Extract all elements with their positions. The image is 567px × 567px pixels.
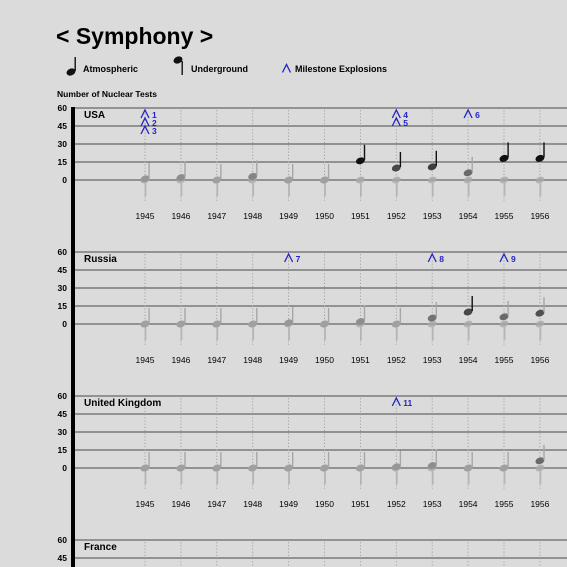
panel-russia bbox=[58, 247, 567, 365]
x-tick-label: 1951 bbox=[350, 355, 370, 365]
y-tick-label: 60 bbox=[57, 535, 67, 545]
x-tick-label: 1949 bbox=[279, 499, 299, 509]
panels bbox=[58, 103, 567, 567]
x-tick-label: 1951 bbox=[350, 499, 370, 509]
x-tick-label: 1945 bbox=[135, 355, 155, 365]
legend-milestone-label: Milestone Explosions bbox=[295, 64, 388, 74]
milestone-marker bbox=[392, 118, 400, 126]
x-tick-label: 1948 bbox=[243, 355, 263, 365]
y-tick-label: 15 bbox=[57, 445, 67, 455]
x-tick-label: 1945 bbox=[135, 499, 155, 509]
x-tick-label: 1946 bbox=[171, 211, 191, 221]
x-tick-label: 1949 bbox=[279, 355, 299, 365]
y-tick-label: 30 bbox=[57, 139, 67, 149]
x-tick-label: 1955 bbox=[494, 211, 514, 221]
y-tick-label: 45 bbox=[57, 409, 67, 419]
x-tick-label: 1945 bbox=[135, 211, 155, 221]
x-tick-label: 1955 bbox=[494, 355, 514, 365]
milestone-caret-icon bbox=[283, 65, 291, 73]
x-tick-label: 1952 bbox=[386, 355, 406, 365]
panel-united-kingdom bbox=[58, 391, 567, 509]
milestone-label: 1 bbox=[152, 110, 157, 120]
country-label: Russia bbox=[84, 254, 117, 265]
y-tick-label: 0 bbox=[62, 463, 67, 473]
legend-milestone bbox=[283, 64, 388, 74]
legend-underground-label: Underground bbox=[191, 64, 248, 74]
milestone-label: 3 bbox=[152, 126, 157, 136]
milestone-label: 6 bbox=[475, 110, 480, 120]
y-tick-label: 45 bbox=[57, 553, 67, 563]
x-tick-label: 1950 bbox=[315, 355, 334, 365]
x-tick-label: 1952 bbox=[386, 499, 406, 509]
x-tick-label: 1949 bbox=[279, 211, 299, 221]
x-tick-label: 1953 bbox=[422, 355, 442, 365]
y-tick-label: 30 bbox=[57, 283, 67, 293]
milestone-label: 7 bbox=[295, 254, 301, 264]
milestone-label: 4 bbox=[403, 110, 409, 120]
x-tick-label: 1956 bbox=[530, 211, 550, 221]
panel-france bbox=[58, 535, 567, 567]
x-tick-label: 1950 bbox=[315, 211, 334, 221]
y-tick-label: 60 bbox=[57, 103, 67, 113]
x-tick-label: 1951 bbox=[350, 211, 370, 221]
x-tick-label: 1948 bbox=[243, 211, 263, 221]
y-tick-label: 45 bbox=[57, 121, 67, 131]
legend-atmospheric bbox=[65, 57, 138, 77]
country-label: France bbox=[84, 542, 117, 553]
legend bbox=[65, 55, 387, 77]
x-tick-label: 1946 bbox=[171, 499, 191, 509]
x-tick-label: 1953 bbox=[422, 499, 442, 509]
main-axis-bar bbox=[71, 107, 75, 567]
x-tick-label: 1956 bbox=[530, 355, 550, 365]
milestone-label: 11 bbox=[403, 398, 413, 408]
x-tick-label: 1947 bbox=[207, 499, 227, 509]
y-tick-label: 45 bbox=[57, 265, 67, 275]
x-tick-label: 1946 bbox=[171, 355, 191, 365]
x-tick-label: 1952 bbox=[386, 211, 406, 221]
x-tick-label: 1956 bbox=[530, 499, 550, 509]
x-tick-label: 1954 bbox=[458, 211, 478, 221]
x-tick-label: 1948 bbox=[243, 499, 263, 509]
panel-usa bbox=[58, 103, 567, 221]
milestone-label: 2 bbox=[152, 118, 157, 128]
x-tick-label: 1947 bbox=[207, 211, 227, 221]
y-axis-title: Number of Nuclear Tests bbox=[57, 89, 157, 99]
country-label: USA bbox=[84, 110, 106, 121]
legend-underground bbox=[172, 55, 248, 75]
y-tick-label: 0 bbox=[62, 319, 67, 329]
milestone-label: 9 bbox=[511, 254, 516, 264]
chart-title: < Symphony > bbox=[56, 23, 214, 49]
legend-atmospheric-label: Atmospheric bbox=[83, 64, 139, 74]
x-tick-label: 1954 bbox=[458, 355, 478, 365]
milestone-label: 5 bbox=[403, 118, 409, 128]
y-tick-label: 60 bbox=[57, 391, 67, 401]
x-tick-label: 1947 bbox=[207, 355, 227, 365]
x-tick-label: 1953 bbox=[422, 211, 442, 221]
milestone-label: 8 bbox=[439, 254, 444, 264]
country-label: United Kingdom bbox=[84, 398, 162, 409]
x-tick-label: 1950 bbox=[315, 499, 334, 509]
y-tick-label: 15 bbox=[57, 301, 67, 311]
x-tick-label: 1954 bbox=[458, 499, 478, 509]
y-tick-label: 30 bbox=[57, 427, 67, 437]
y-tick-label: 15 bbox=[57, 157, 67, 167]
y-tick-label: 0 bbox=[62, 175, 67, 185]
x-tick-label: 1955 bbox=[494, 499, 514, 509]
y-tick-label: 60 bbox=[57, 247, 67, 257]
